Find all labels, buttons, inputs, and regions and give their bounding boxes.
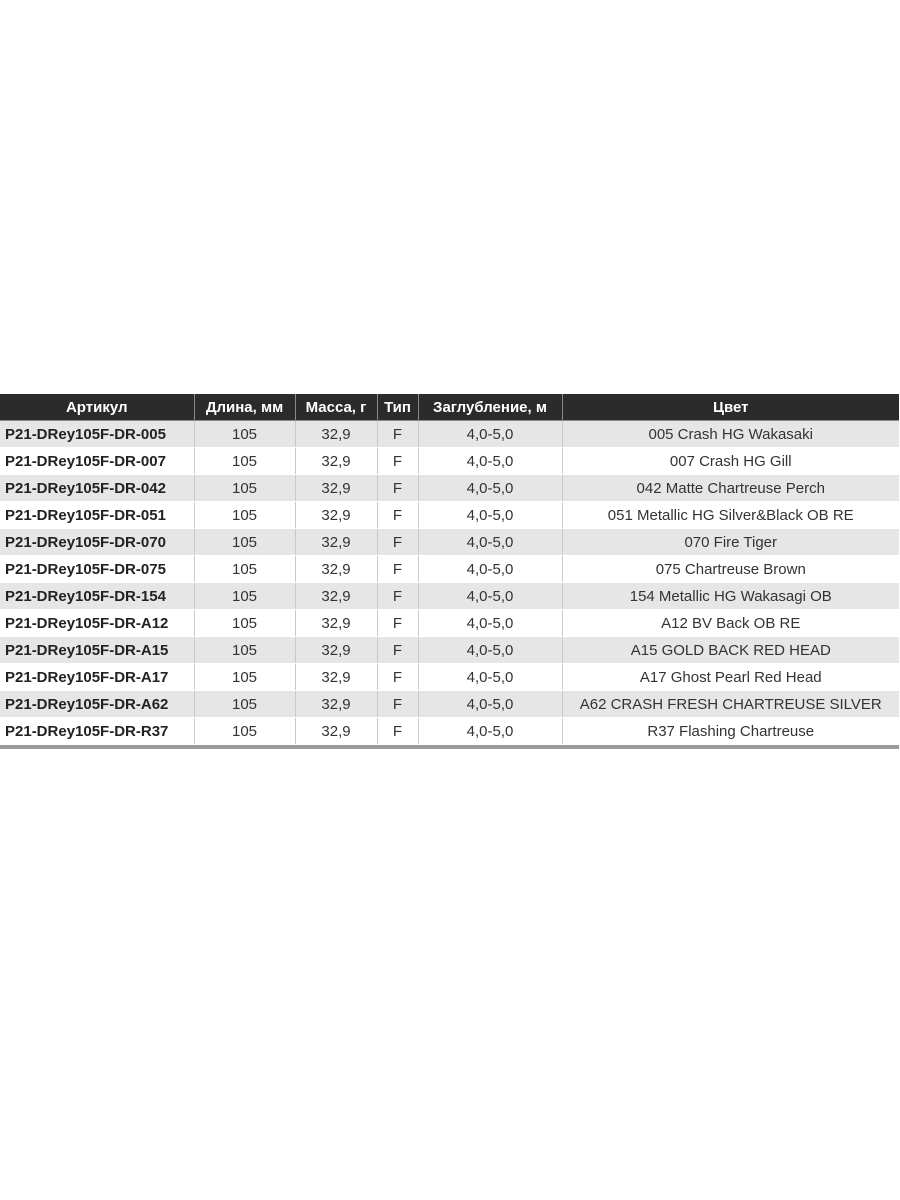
header-color: Цвет — [562, 394, 899, 421]
table-row — [0, 637, 899, 664]
cell-depth: 4,0-5,0 — [418, 583, 562, 610]
cell-sku: P21-DRey105F-DR-A17 — [0, 664, 194, 691]
cell-sku: P21-DRey105F-DR-007 — [0, 448, 194, 475]
table-bottom-rule — [0, 745, 899, 749]
table-row — [0, 475, 899, 502]
header-depth: Заглубление, м — [418, 394, 562, 421]
table-row — [0, 718, 899, 745]
cell-mass: 32,9 — [295, 448, 377, 475]
cell-type: F — [377, 529, 418, 556]
cell-depth: 4,0-5,0 — [418, 529, 562, 556]
cell-type: F — [377, 610, 418, 637]
cell-depth: 4,0-5,0 — [418, 718, 562, 745]
cell-depth: 4,0-5,0 — [418, 502, 562, 529]
cell-type: F — [377, 556, 418, 583]
cell-type: F — [377, 718, 418, 745]
cell-mass: 32,9 — [295, 475, 377, 502]
table-row — [0, 556, 899, 583]
cell-color: 070 Fire Tiger — [562, 529, 899, 556]
table-row — [0, 610, 899, 637]
cell-depth: 4,0-5,0 — [418, 475, 562, 502]
table-body — [0, 421, 899, 745]
cell-color: 051 Metallic HG Silver&Black OB RE — [562, 502, 899, 529]
cell-sku: P21-DRey105F-DR-154 — [0, 583, 194, 610]
cell-mass: 32,9 — [295, 502, 377, 529]
product-table-container — [0, 394, 899, 749]
cell-length: 105 — [194, 718, 295, 745]
cell-mass: 32,9 — [295, 421, 377, 448]
cell-type: F — [377, 637, 418, 664]
cell-mass: 32,9 — [295, 529, 377, 556]
product-table — [0, 394, 899, 745]
table-row — [0, 529, 899, 556]
cell-color: 042 Matte Chartreuse Perch — [562, 475, 899, 502]
header-type: Тип — [377, 394, 418, 421]
cell-length: 105 — [194, 448, 295, 475]
cell-depth: 4,0-5,0 — [418, 637, 562, 664]
cell-sku: P21-DRey105F-DR-R37 — [0, 718, 194, 745]
cell-mass: 32,9 — [295, 637, 377, 664]
cell-length: 105 — [194, 475, 295, 502]
cell-depth: 4,0-5,0 — [418, 556, 562, 583]
cell-color: 154 Metallic HG Wakasagi OB — [562, 583, 899, 610]
header-length: Длина, мм — [194, 394, 295, 421]
cell-depth: 4,0-5,0 — [418, 610, 562, 637]
cell-type: F — [377, 421, 418, 448]
cell-length: 105 — [194, 556, 295, 583]
cell-color: A15 GOLD BACK RED HEAD — [562, 637, 899, 664]
cell-length: 105 — [194, 691, 295, 718]
cell-color: 007 Crash HG Gill — [562, 448, 899, 475]
cell-mass: 32,9 — [295, 610, 377, 637]
cell-color: 005 Crash HG Wakasaki — [562, 421, 899, 448]
cell-length: 105 — [194, 664, 295, 691]
cell-type: F — [377, 475, 418, 502]
header-sku: Артикул — [0, 394, 194, 421]
table-row — [0, 664, 899, 691]
cell-sku: P21-DRey105F-DR-042 — [0, 475, 194, 502]
cell-sku: P21-DRey105F-DR-A15 — [0, 637, 194, 664]
cell-type: F — [377, 664, 418, 691]
cell-mass: 32,9 — [295, 556, 377, 583]
table-row — [0, 421, 899, 448]
cell-depth: 4,0-5,0 — [418, 448, 562, 475]
cell-mass: 32,9 — [295, 718, 377, 745]
cell-depth: 4,0-5,0 — [418, 664, 562, 691]
cell-sku: P21-DRey105F-DR-005 — [0, 421, 194, 448]
cell-color: 075 Chartreuse Brown — [562, 556, 899, 583]
cell-length: 105 — [194, 421, 295, 448]
cell-type: F — [377, 502, 418, 529]
cell-color: A12 BV Back OB RE — [562, 610, 899, 637]
table-row — [0, 583, 899, 610]
cell-sku: P21-DRey105F-DR-075 — [0, 556, 194, 583]
cell-depth: 4,0-5,0 — [418, 691, 562, 718]
header-mass: Масса, г — [295, 394, 377, 421]
cell-sku: P21-DRey105F-DR-A12 — [0, 610, 194, 637]
cell-color: R37 Flashing Chartreuse — [562, 718, 899, 745]
cell-sku: P21-DRey105F-DR-051 — [0, 502, 194, 529]
cell-length: 105 — [194, 529, 295, 556]
cell-type: F — [377, 691, 418, 718]
cell-type: F — [377, 583, 418, 610]
cell-mass: 32,9 — [295, 583, 377, 610]
table-row — [0, 502, 899, 529]
table-row — [0, 448, 899, 475]
table-header-row — [0, 394, 899, 421]
cell-depth: 4,0-5,0 — [418, 421, 562, 448]
table-row — [0, 691, 899, 718]
cell-type: F — [377, 448, 418, 475]
cell-sku: P21-DRey105F-DR-070 — [0, 529, 194, 556]
cell-length: 105 — [194, 502, 295, 529]
cell-length: 105 — [194, 610, 295, 637]
cell-length: 105 — [194, 637, 295, 664]
table-header — [0, 394, 899, 421]
cell-color: A62 CRASH FRESH CHARTREUSE SILVER — [562, 691, 899, 718]
cell-mass: 32,9 — [295, 691, 377, 718]
cell-length: 105 — [194, 583, 295, 610]
cell-color: A17 Ghost Pearl Red Head — [562, 664, 899, 691]
cell-sku: P21-DRey105F-DR-A62 — [0, 691, 194, 718]
cell-mass: 32,9 — [295, 664, 377, 691]
